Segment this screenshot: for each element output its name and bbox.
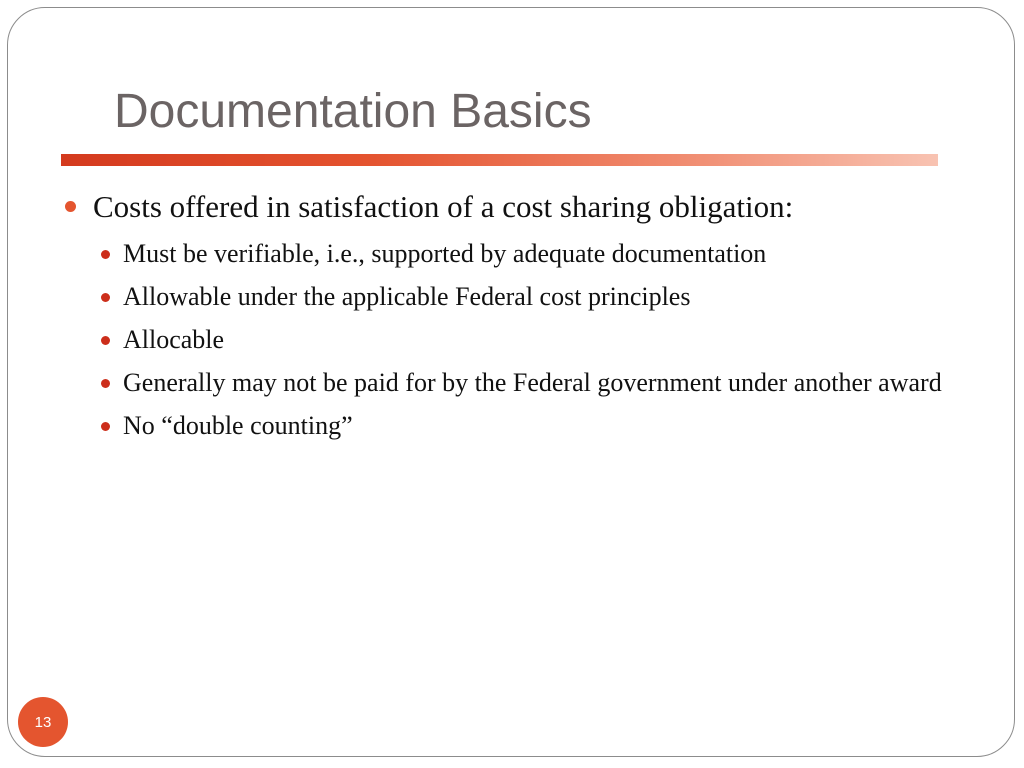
bullet-dot-icon [101,422,110,431]
slide-content [8,8,1014,756]
slide [7,7,1015,757]
bullet-dot-icon [101,293,110,302]
page-number: 13 [34,713,52,731]
sub-bullet-item [123,322,973,358]
slide-title: Documentation Basics [114,85,592,138]
main-bullet-item [93,188,973,225]
bullet-dot-icon [101,336,110,345]
sub-bullet-item [123,365,973,401]
sub-bullet-text: Generally may not be paid for by the Federal government under another award [123,368,942,397]
sub-bullet-text: No “double counting” [123,411,353,440]
sub-bullet-item [123,236,973,272]
page-number-badge [18,697,68,747]
sub-bullet-item [123,408,973,444]
sub-bullet-text: Allocable [123,325,225,354]
main-bullet-text: Costs offered in satisfaction of a cost sharing obligation: [93,189,794,224]
bullet-dot-icon [101,250,110,259]
sub-bullet-text: Must be verifiable, i.e., supported by adequate documentation [123,239,767,268]
bullet-dot-icon [101,379,110,388]
sub-bullet-item [123,279,973,315]
bullet-dot-icon [65,201,76,212]
sub-bullet-list [123,236,973,451]
sub-bullet-text: Allowable under the applicable Federal cost principles [123,282,691,311]
